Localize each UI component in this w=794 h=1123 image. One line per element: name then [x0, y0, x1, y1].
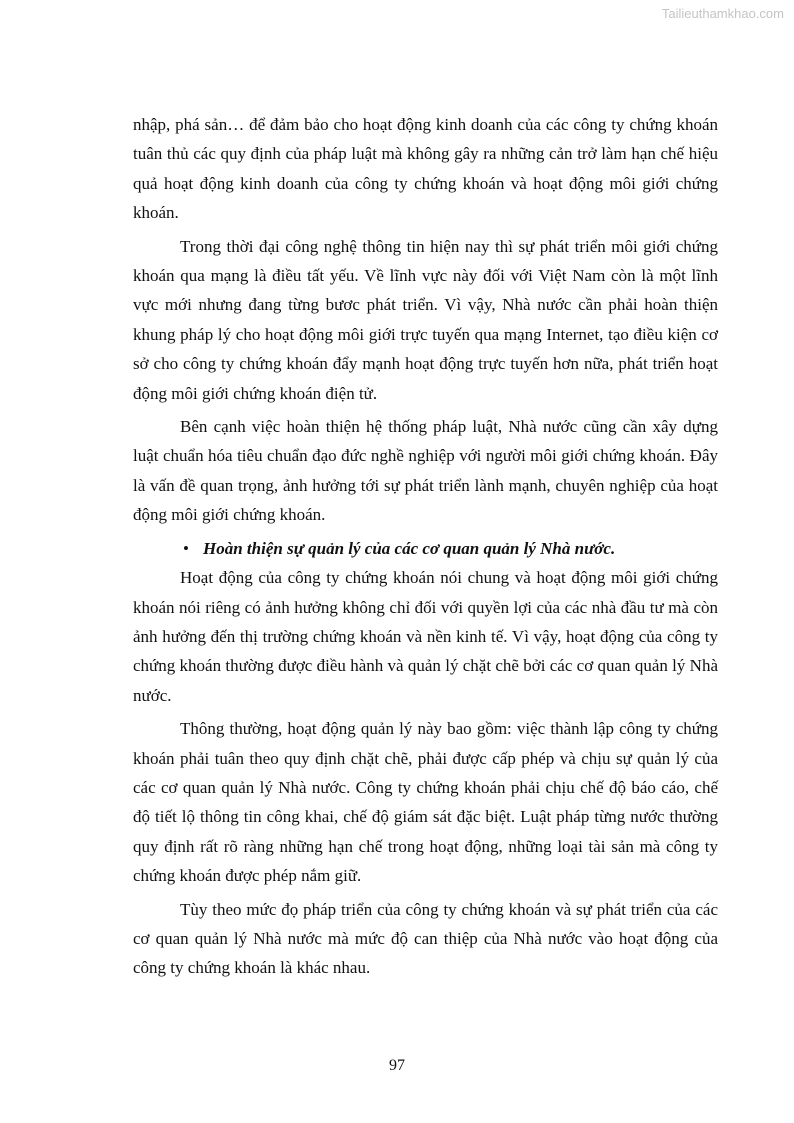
body-text [133, 110, 718, 983]
paragraph-1: nhập, phá sản… để đảm bảo cho hoạt động kinh doanh của các công ty chứng khoán tuân thủ các quy định của pháp luật mà không gây ra những cản trở làm hạn chế hiệu quả hoạt động kinh doanh của công ty chứng khoán và hoạt động môi giới chứng khoán. [133, 115, 718, 223]
paragraph-5: Thông thường, hoạt động quản lý này bao gồm: việc thành lập công ty chứng khoán phải tuân theo quy định chặt chẽ, phải được cấp phép và chịu sự quản lý của các cơ quan quản lý Nhà nước. Công ty chứng khoán phải chịu chế độ báo cáo, chế độ tiết lộ thông tin công khai, chế độ giám sát đặc biệt. Luật pháp từng nước thường quy định rất rõ ràng những hạn chế trong hoạt động, những loại tài sản mà công ty chứng khoán được phép nắm giữ. [133, 719, 718, 886]
paragraph-3: Bên cạnh việc hoàn thiện hệ thống pháp luật, Nhà nước cũng cần xây dựng luật chuẩn hóa tiêu chuẩn đạo đức nghề nghiệp với người môi giới chứng khoán. Đây là vấn đề quan trọng, ảnh hưởng tới sự phát triển lành mạnh, chuyên nghiệp của hoạt động môi giới chứng khoán. [133, 417, 718, 525]
paragraph-6: Tùy theo mức đọ pháp triển của công ty chứng khoán và sự phát triển của các cơ quan quản lý Nhà nước mà mức độ can thiệp của Nhà nước vào hoạt động của công ty chứng khoán là khác nhau. [133, 899, 718, 978]
watermark: Tailieuthamkhao.com [661, 6, 784, 21]
section-heading-text: Hoàn thiện sự quản lý của các cơ quan quản lý Nhà nước. [203, 538, 616, 558]
section-heading [133, 534, 718, 563]
paragraph-4: Hoạt động của công ty chứng khoán nói chung và hoạt động môi giới chứng khoán nói riêng có ảnh hưởng không chỉ đối với quyền lợi của các nhà đầu tư mà còn ảnh hưởng đến thị trường chứng khoán và nền kinh tế. Vì vậy, hoạt động của công ty chứng khoán thường được điều hành và quản lý chặt chẽ bởi các cơ quan quản lý Nhà nước. [133, 568, 718, 705]
page-number: 97 [389, 1057, 405, 1074]
paragraph-2: Trong thời đại công nghệ thông tin hiện nay thì sự phát triển môi giới chứng khoán qua mạng là điều tất yếu. Về lĩnh vực này đối với Việt Nam còn là một lĩnh vực mới nhưng đang từng bươc phát triển. Vì vậy, Nhà nước cần phải hoàn thiện khung pháp lý cho hoạt động môi giới trực tuyến qua mạng Internet, tạo điều kiện cơ sở cho công ty chứng khoán đẩy mạnh hoạt động trực tuyến hơn nữa, phát triển hoạt động môi giới chứng khoán điện tử. [133, 236, 718, 403]
bullet-icon: • [183, 538, 189, 558]
